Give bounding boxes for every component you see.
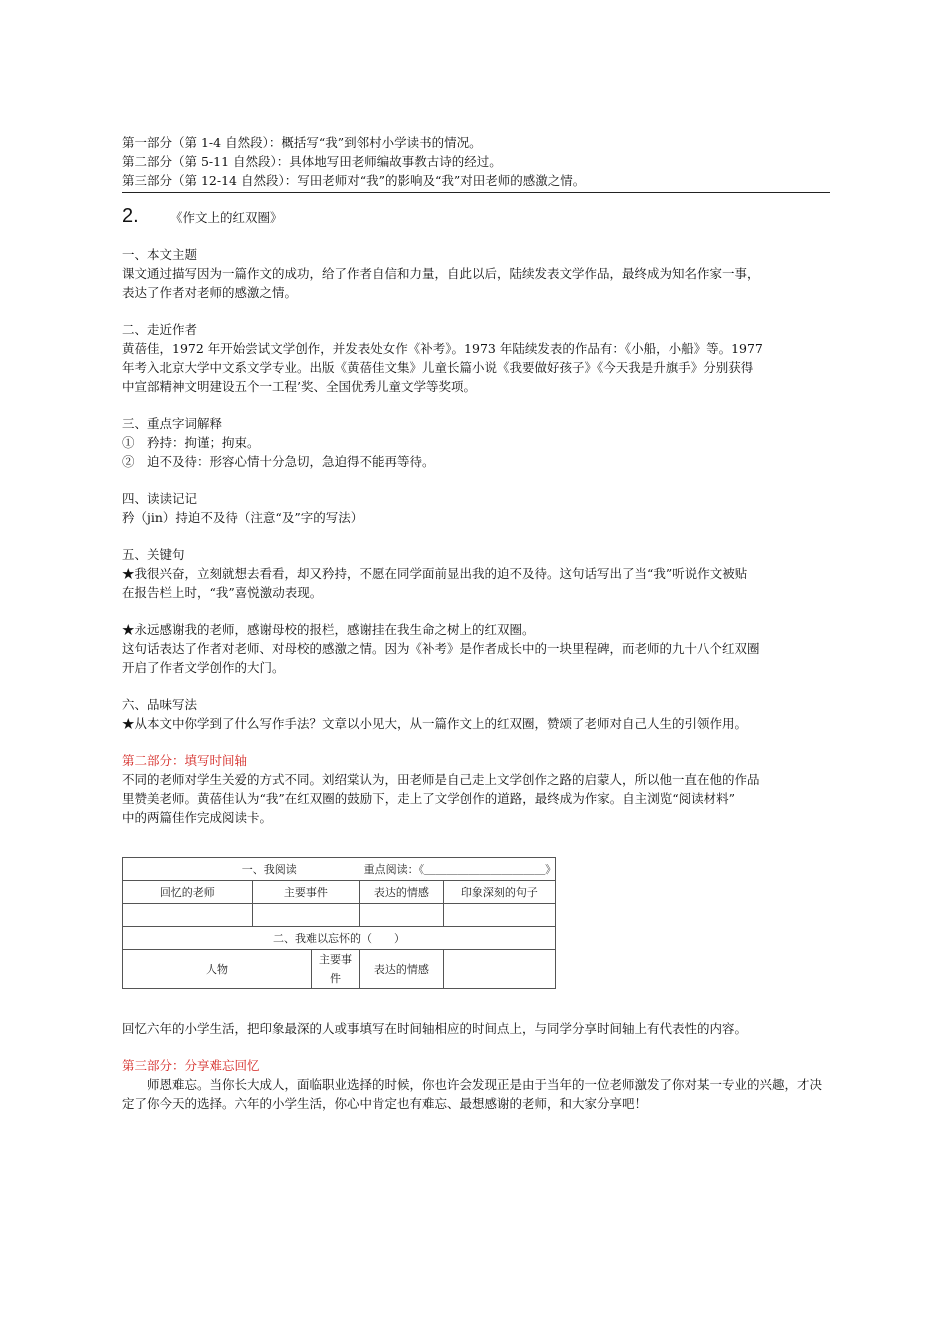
card-header-teacher: 回忆的老师: [123, 881, 253, 904]
theme-line-2: 表达了作者对老师的感激之情。: [122, 285, 298, 300]
keysentence-2-line-1: ★永远感谢我的老师，感谢母校的报栏，感谢挂在我生命之树上的红双圈。: [122, 622, 535, 637]
theme-line-1: 课文通过描写因为一篇作文的成功，给了作者自信和力量，自此以后，陆续发表文学作品，最终成为知名作家一事，: [122, 266, 760, 281]
document-page: [122, 133, 830, 1113]
card-header-sentence: 印象深刻的句子: [443, 881, 555, 904]
part2-line-3: 中的两篇佳作完成阅读卡。: [122, 810, 273, 825]
card-header2-event: 主要事件: [319, 953, 353, 985]
author-heading: 二、走近作者: [122, 322, 198, 337]
technique-line: ★从本文中你学到了什么写作手法？文章以小见大，从一篇作文上的红双圈，赞颂了老师对自己人生的引领作用。: [122, 716, 748, 731]
part2-heading: 第二部分：填写时间轴: [122, 753, 248, 768]
theme-heading: 一、本文主题: [122, 247, 198, 262]
keysentence-2-line-2: 这句话表达了作者对老师、对母校的感激之情。因为《补考》是作者成长中的一块里程碑，而老师的九十八个红双圈: [122, 641, 760, 656]
vocab-item-1: ① 矜持：拘谨；拘束。: [122, 435, 260, 450]
author-line-2: 年考入北京大学中文系文学专业。出版《黄蓓佳文集》儿童长篇小说《我要做好孩子》《今天我是升旗手》分别获得: [122, 360, 754, 375]
vocab-item-2: ② 迫不及待：形容心情十分急切，急迫得不能再等待。: [122, 454, 435, 469]
card-cell-blank[interactable]: [443, 950, 555, 989]
author-line-3: 中宣部精神文明建设五个一工程’奖、全国优秀儿童文学等奖项。: [122, 379, 476, 394]
technique-heading: 六、品味写法: [122, 697, 198, 712]
card-cell-blank[interactable]: [252, 904, 359, 927]
author-line-1: 黄蓓佳，1972 年开始尝试文学创作，并发表处女作《补考》。1973 年陆续发表的作品有：《小船，小船》等。1977: [122, 341, 763, 356]
keysentence-1-line-1: ★我很兴奋，立刻就想去看看，却又矜持，不愿在同学面前显出我的迫不及待。这句话写出了当“我”听说作文被贴: [122, 566, 748, 581]
vocab-heading: 三、重点字词解释: [122, 416, 223, 431]
lesson-title: 《作文上的红双圈》: [170, 210, 283, 225]
card-header-emotion: 表达的情感: [360, 881, 444, 904]
part3-heading: 第三部分：分享难忘回忆: [122, 1058, 260, 1073]
parts-summary-3: 第三部分（第 12-14 自然段）：写田老师对“我”的影响及“我”对田老师的感激之情。: [122, 173, 586, 188]
reading-card-table: [122, 857, 556, 989]
part2-line-1: 不同的老师对学生关爱的方式不同。刘绍棠认为，田老师是自己走上文学创作之路的启蒙人，所以他一直在他的作品: [122, 772, 760, 787]
readrecite-heading: 四、读读记记: [122, 491, 198, 506]
keysentences-heading: 五、关键句: [122, 547, 185, 562]
keysentence-2-line-3: 开启了作者文学创作的大门。: [122, 660, 285, 675]
part2-line-2: 里赞美老师。黄蓓佳认为“我”在红双圈的鼓励下，走上了文学创作的道路，最终成为作家。自主浏览“阅读材料”: [122, 791, 736, 806]
keysentence-1-line-2: 在报告栏上时，“我”喜悦激动表现。: [122, 585, 323, 600]
card-header2-emotion: 表达的情感: [360, 950, 444, 989]
parts-summary-2: 第二部分（第 5-11 自然段）：具体地写田老师编故事教古诗的经过。: [122, 154, 502, 169]
card-section2-title: 二、我难以忘怀的（ ）: [123, 927, 556, 950]
timeline-instruction: 回忆六年的小学生活，把印象最深的人或事填写在时间轴相应的时间点上，与同学分享时间轴上有代表性的内容。: [122, 1021, 748, 1036]
card-cell-blank[interactable]: [360, 904, 444, 927]
parts-summary-1: 第一部分（第 1-4 自然段）：概括写“我”到邻村小学读书的情况。: [122, 135, 482, 150]
part3-text: 师恩难忘。当你长大成人，面临职业选择的时候，你也许会发现正是由于当年的一位老师激发了你对某一专业的兴趣，才决定了你今天的选择。六年的小学生活，你心中肯定也有难忘、最想感谢的老师，和大家分享吧！: [122, 1077, 823, 1111]
card-cell-blank[interactable]: [443, 904, 555, 927]
card-title: 一、我阅读: [123, 858, 360, 881]
readrecite-line: 矜（jin）持迫不及待（注意“及”字的写法）: [122, 510, 364, 525]
divider: [122, 192, 830, 193]
lesson-number: 2.: [122, 205, 139, 227]
card-cell-blank[interactable]: [123, 904, 253, 927]
card-header2-person: 人物: [123, 950, 312, 988]
card-header-event: 主要事件: [252, 881, 359, 904]
card-focus-reading: 重点阅读：《＿＿＿＿＿＿＿＿＿＿＿》: [360, 858, 556, 881]
lesson-heading: [122, 207, 830, 227]
